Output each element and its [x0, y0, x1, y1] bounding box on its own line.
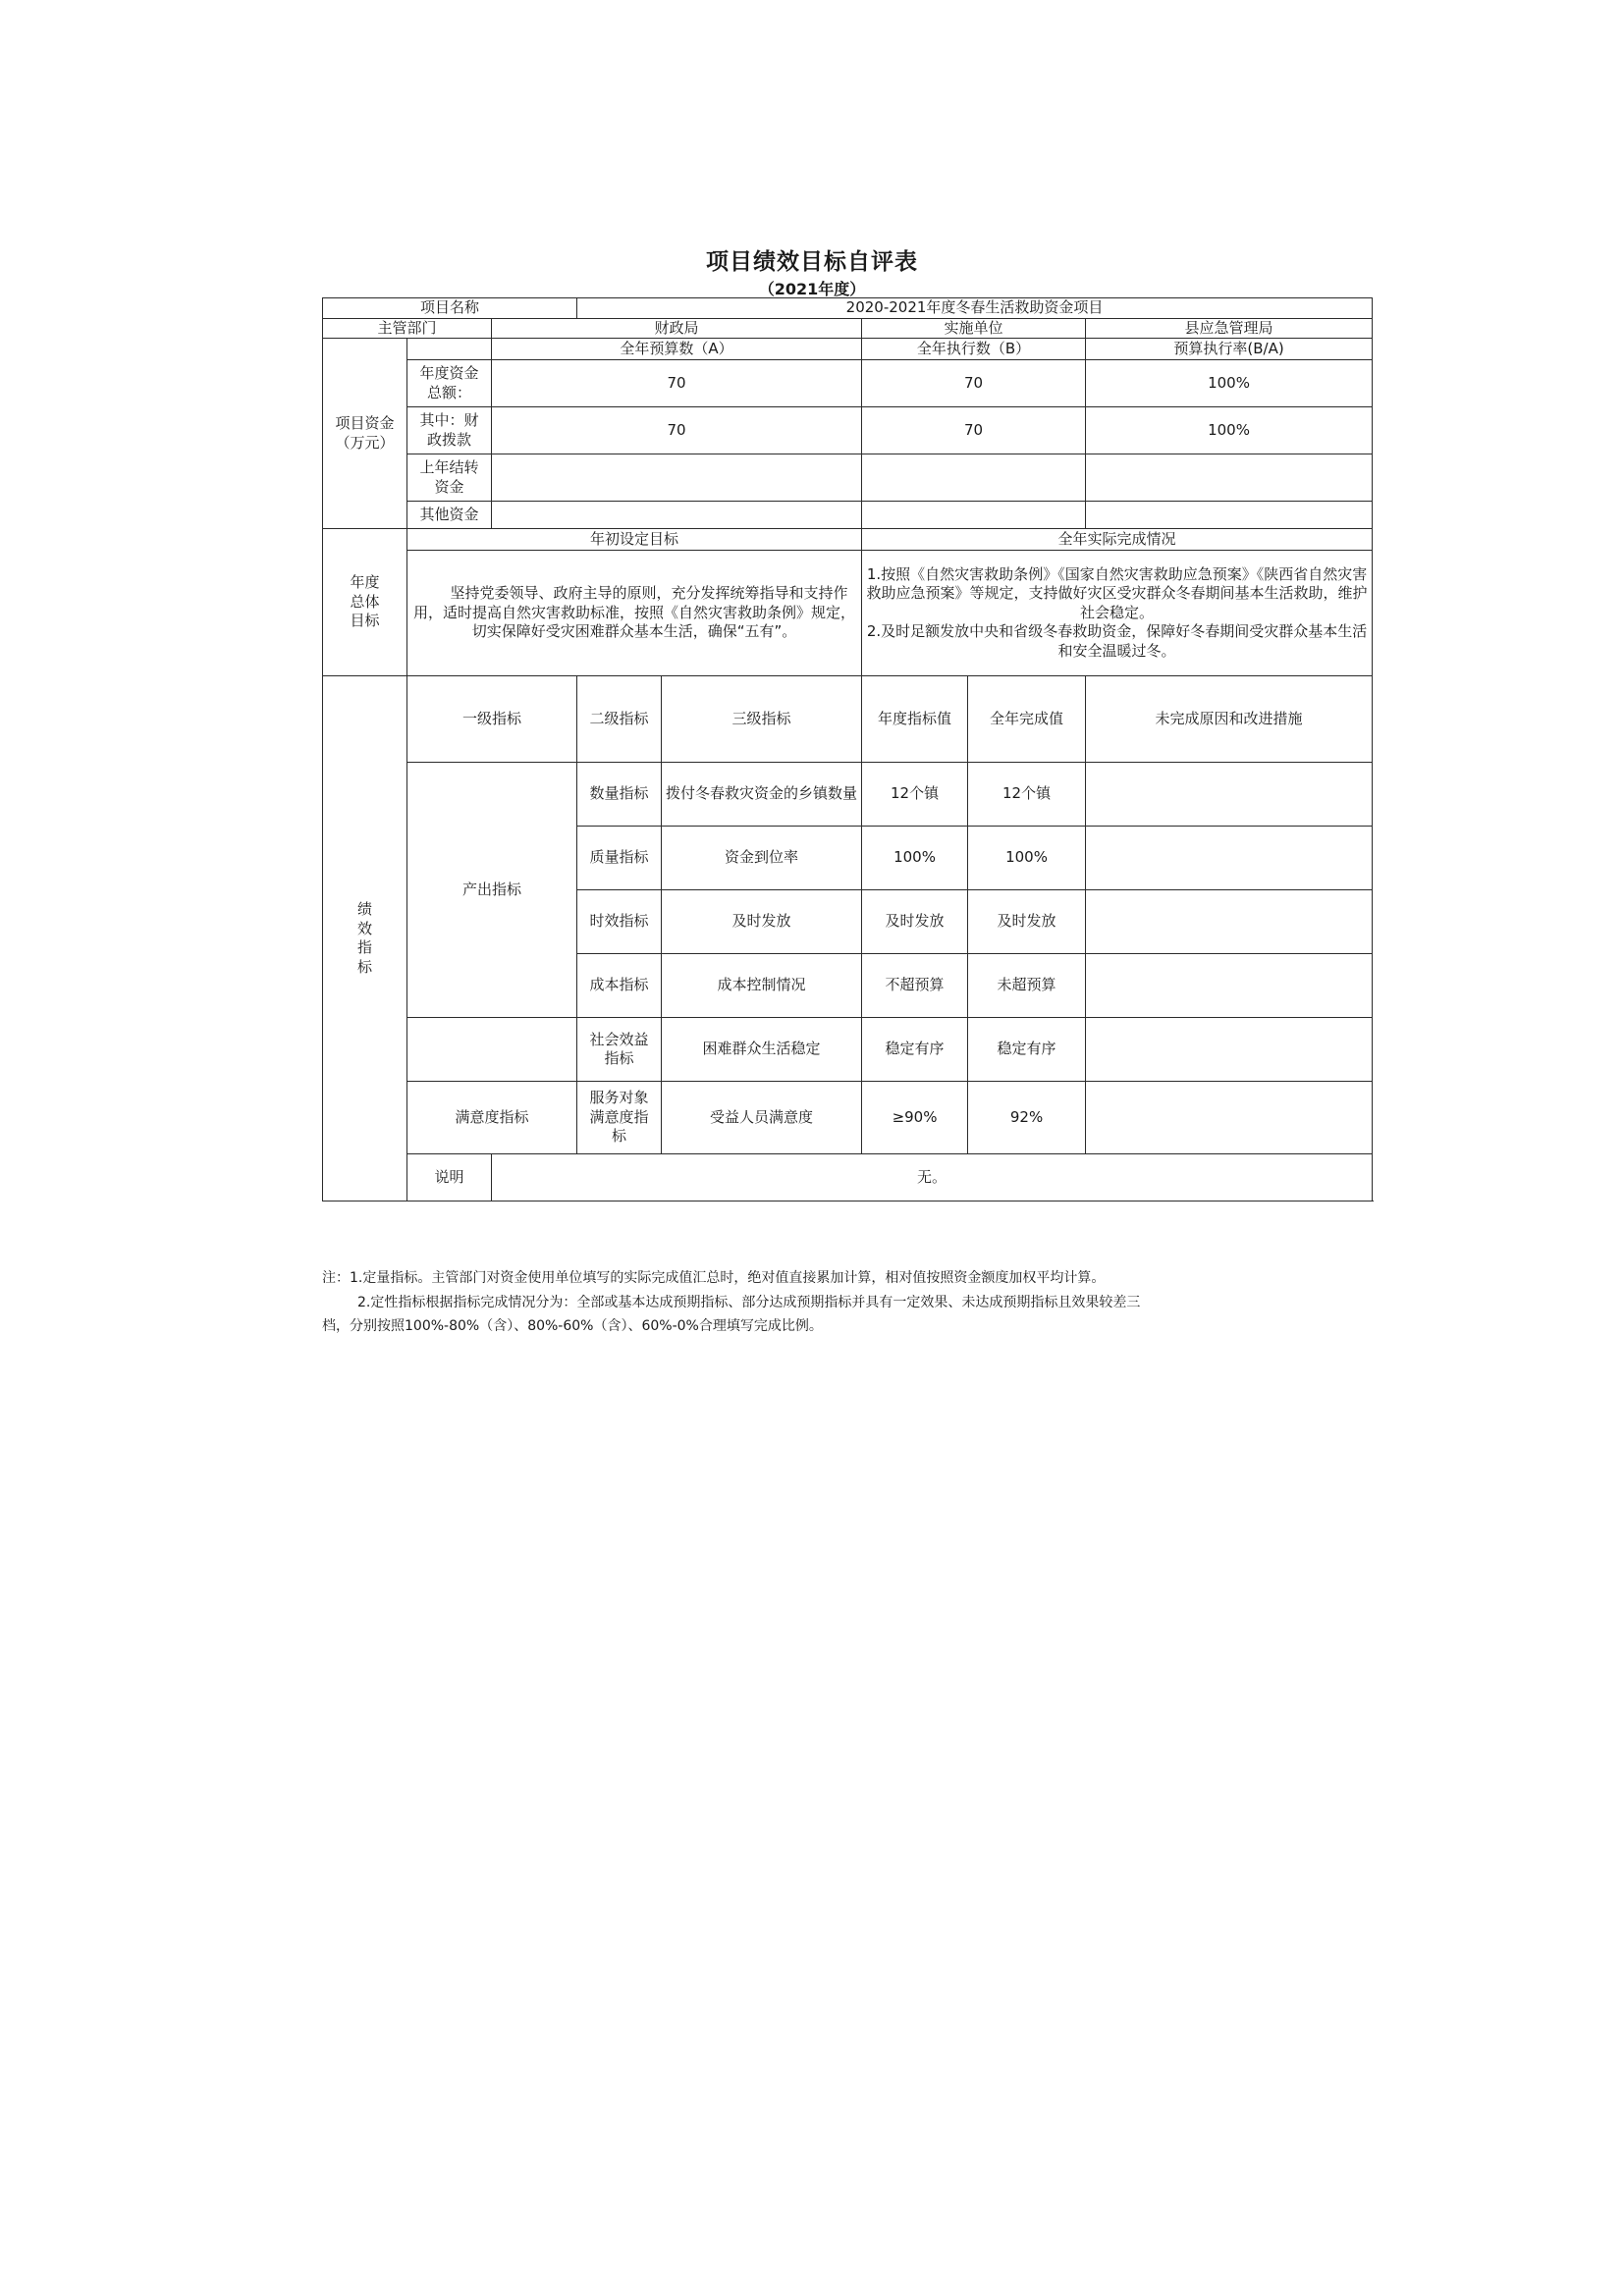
level2-header: 二级指标	[577, 676, 662, 763]
funds-exec-value	[862, 502, 1086, 529]
funds-row	[323, 360, 1373, 407]
indicator-row	[323, 1018, 1373, 1082]
funds-rate-value: 100%	[1086, 360, 1373, 407]
funds-row	[323, 407, 1373, 454]
actual-value-header: 全年完成值	[968, 676, 1086, 763]
implementing-unit-label: 实施单位	[862, 318, 1086, 339]
level2-cell: 数量指标	[577, 763, 662, 827]
funds-rate-value	[1086, 454, 1373, 502]
level3-cell: 资金到位率	[662, 827, 862, 890]
funds-exec-value: 70	[862, 407, 1086, 454]
actual-value-cell: 及时发放	[968, 890, 1086, 954]
level2-cell: 社会效益 指标	[577, 1018, 662, 1082]
actual-value-cell: 100%	[968, 827, 1086, 890]
reason-cell	[1086, 890, 1373, 954]
level2-cell: 质量指标	[577, 827, 662, 890]
project-name-row	[323, 298, 1373, 319]
funds-row-label: 其中：财 政拨款	[407, 407, 492, 454]
funds-budget-value	[492, 502, 862, 529]
funds-rate-value	[1086, 502, 1373, 529]
reason-cell	[1086, 763, 1373, 827]
level3-cell: 困难群众生活稳定	[662, 1018, 862, 1082]
indicator-row	[323, 763, 1373, 827]
target-value-cell: 不超预算	[862, 954, 968, 1018]
funds-group-label: 项目资金 （万元）	[323, 339, 407, 529]
target-value-cell: 12个镇	[862, 763, 968, 827]
funds-row	[323, 454, 1373, 502]
footnote-line: 2.定性指标根据指标完成情况分为：全部或基本达成预期指标、部分达成预期指标并具有一定效果、未达成预期指标且效果较差三	[357, 1294, 1141, 1310]
reason-cell	[1086, 1018, 1373, 1082]
level3-header: 三级指标	[662, 676, 862, 763]
goals-header-row	[323, 529, 1373, 551]
remark-label: 说明	[407, 1154, 492, 1201]
remark-value: 无。	[492, 1154, 1373, 1201]
level3-cell: 拨付冬春救灾资金的乡镇数量	[662, 763, 862, 827]
funds-exec-value: 70	[862, 360, 1086, 407]
level3-cell: 及时发放	[662, 890, 862, 954]
project-name-value: 2020-2021年度冬春生活救助资金项目	[577, 298, 1373, 319]
goals-content-row	[323, 551, 1373, 676]
project-name-label: 项目名称	[323, 298, 577, 319]
department-value: 财政局	[492, 318, 862, 339]
indicators-group-label: 绩 效 指 标	[323, 676, 407, 1201]
reason-cell	[1086, 954, 1373, 1018]
target-value-cell: 100%	[862, 827, 968, 890]
target-value-cell: 稳定有序	[862, 1018, 968, 1082]
level2-cell: 成本指标	[577, 954, 662, 1018]
funds-row-label: 其他资金	[407, 502, 492, 529]
level3-cell: 成本控制情况	[662, 954, 862, 1018]
department-label: 主管部门	[323, 318, 492, 339]
indicators-header-row	[323, 676, 1373, 763]
level1-blank-cell	[407, 1018, 577, 1082]
level3-cell: 受益人员满意度	[662, 1082, 862, 1154]
funds-budget-value	[492, 454, 862, 502]
actual-completion-header: 全年实际完成情况	[862, 529, 1373, 551]
implementing-unit-value: 县应急管理局	[1086, 318, 1373, 339]
funds-row	[323, 502, 1373, 529]
funds-header-blank	[407, 339, 492, 360]
goals-group-label: 年度 总体 目标	[323, 529, 407, 676]
funds-exec-value	[862, 454, 1086, 502]
department-row	[323, 318, 1373, 339]
target-value-cell: 及时发放	[862, 890, 968, 954]
execution-column-header: 全年执行数（B）	[862, 339, 1086, 360]
funds-row-label: 年度资金 总额：	[407, 360, 492, 407]
form-title: 项目绩效目标自评表	[706, 249, 918, 275]
actual-value-cell: 12个镇	[968, 763, 1086, 827]
budget-column-header: 全年预算数（A）	[492, 339, 862, 360]
funds-budget-value: 70	[492, 360, 862, 407]
satisfaction-indicator-label: 满意度指标	[407, 1082, 577, 1154]
self-evaluation-table	[322, 297, 1373, 1201]
reason-cell	[1086, 1082, 1373, 1154]
indicator-row	[323, 1082, 1373, 1154]
actual-value-cell: 稳定有序	[968, 1018, 1086, 1082]
target-value-cell: ≥90%	[862, 1082, 968, 1154]
remark-row	[323, 1154, 1373, 1201]
level2-cell: 时效指标	[577, 890, 662, 954]
form-year: （2021年度）	[758, 280, 866, 298]
actual-completion-text: 1.按照《自然灾害救助条例》《国家自然灾害救助应急预案》《陕西省自然灾害救助应急预案》等规定，支持做好灾区受灾群众冬春期间基本生活救助，维护社会稳定。 2.及时足额发放中央和省级冬春救助资金，保障好冬春期间受灾群众基本生活和安全温暖过冬。	[862, 551, 1373, 676]
target-value-header: 年度指标值	[862, 676, 968, 763]
output-indicator-label: 产出指标	[407, 763, 577, 1018]
funds-row-label: 上年结转 资金	[407, 454, 492, 502]
footnote-line: 注：1.定量指标。主管部门对资金使用单位填写的实际完成值汇总时，绝对值直接累加计算，相对值按照资金额度加权平均计算。	[322, 1270, 1106, 1286]
footnote-line: 档，分别按照100%-80%（含）、80%-60%（含）、60%-0%合理填写完成比例。	[322, 1318, 823, 1334]
actual-value-cell: 92%	[968, 1082, 1086, 1154]
reason-cell	[1086, 827, 1373, 890]
initial-target-header: 年初设定目标	[407, 529, 862, 551]
actual-value-cell: 未超预算	[968, 954, 1086, 1018]
execution-rate-column-header: 预算执行率(B/A)	[1086, 339, 1373, 360]
level1-header: 一级指标	[407, 676, 577, 763]
level2-cell: 服务对象 满意度指 标	[577, 1082, 662, 1154]
footnotes	[322, 1266, 1372, 1339]
funds-header-row	[323, 339, 1373, 360]
initial-target-text: 坚持党委领导、政府主导的原则，充分发挥统筹指导和支持作用，适时提高自然灾害救助标准，按照《自然灾害救助条例》规定，切实保障好受灾困难群众基本生活，确保“五有”。	[407, 551, 862, 676]
funds-budget-value: 70	[492, 407, 862, 454]
reason-header: 未完成原因和改进措施	[1086, 676, 1373, 763]
funds-rate-value: 100%	[1086, 407, 1373, 454]
